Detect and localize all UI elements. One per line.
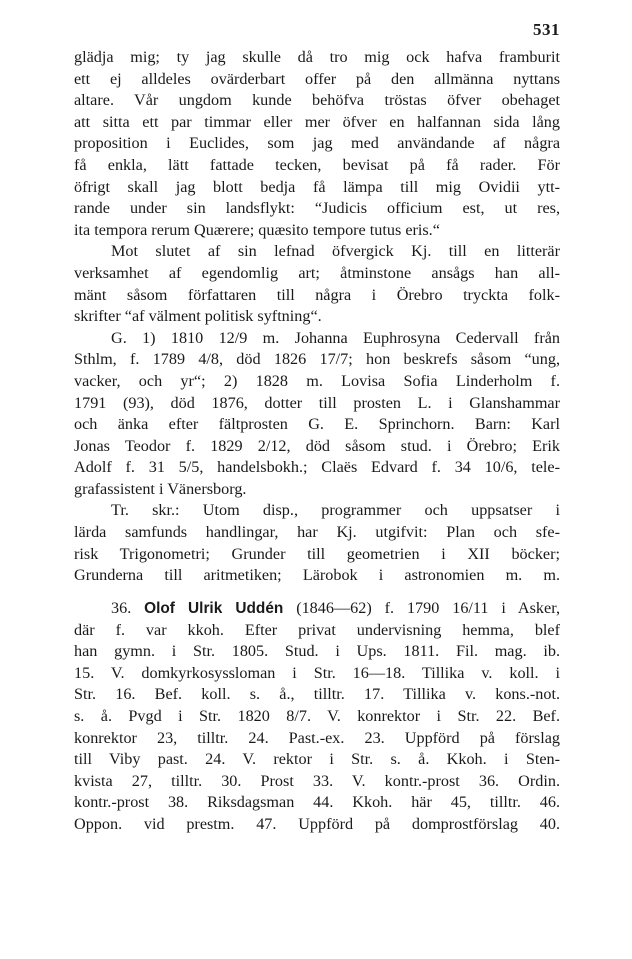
text-line: där f. var kkoh. Efter privat undervisning hemma, blef: [74, 620, 560, 639]
page-number: 531: [533, 20, 560, 39]
text-line: och änka efter fältprosten G. E. Sprinchorn. Barn: Karl: [74, 415, 560, 434]
text-line: öfrigt skall jag blott bedja få lämpa till mig Ovidii ytt-: [74, 177, 560, 196]
text-line: Str. 16. Bef. koll. s. å., tilltr. 17. Tillika v. kons.-not.: [74, 685, 560, 704]
text-line: glädja mig; ty jag skulle då tro mig ock hafva framburit: [74, 48, 560, 66]
text-line: konrektor 23, tilltr. 24. Past.-ex. 23. Uppförd på förslag: [74, 728, 560, 747]
text-line: han gymn. i Str. 1805. Stud. i Ups. 1811. Fil. mag. ib.: [74, 642, 560, 661]
entry-name: Olof Ulrik Uddén: [144, 600, 284, 617]
text-line: kontr.-prost 38. Riksdagsman 44. Kkoh. här 45, tilltr. 46.: [74, 793, 560, 812]
text-line: Grunderna till aritmetiken; Lärobok i astronomien m. m.: [74, 566, 560, 585]
text-line: få enkla, lätt fattade tecken, bevisat på få rader. För: [74, 155, 560, 174]
text-line: rande under sin landsflykt: “Judicis officium est, ut res,: [74, 199, 560, 218]
text-line: mänt såsom författaren till några i Örebro tryckta folk-: [74, 285, 560, 304]
text-line: verksamhet af egendomlig art; åtminstone ansågs han all-: [74, 263, 560, 282]
text-line: altare. Vår ungdom kunde behöfva tröstas öfver obehaget: [74, 91, 560, 110]
text-line: skrifter “af välment politisk syftning“.: [74, 307, 322, 326]
text-line: att sitta ett par timmar eller mer öfver en halfannan sida lång: [74, 112, 560, 131]
text-line: 15. V. domkyrkosyssloman i Str. 16—18. Tillika v. koll. i: [74, 663, 560, 682]
text-line: kvista 27, tilltr. 30. Prost 33. V. kontr.-prost 36. Ordin.: [74, 771, 560, 790]
text-line: Tr. skr.: Utom disp., programmer och uppsatser i: [111, 501, 560, 520]
text-line: lärda samfunds handlingar, har Kj. utgifvit: Plan och sfe-: [74, 523, 560, 542]
entry-heading-line: [74, 598, 560, 620]
text-line: Oppon. vid prestm. 47. Uppförd på domprostförslag 40.: [74, 814, 560, 833]
entry-number: 36.: [111, 599, 132, 617]
text-line: Sthlm, f. 1789 4/8, död 1826 17/7; hon beskrefs såsom “ung,: [74, 350, 560, 369]
text-line: 1791 (93), död 1876, dotter till prosten L. i Glanshammar: [74, 393, 560, 412]
text-line: Adolf f. 31 5/5, handelsbokh.; Claës Edvard f. 34 10/6, tele-: [74, 458, 560, 477]
biography-entry-36: [74, 598, 560, 836]
text-line: grafassistent i Vänersborg.: [74, 479, 247, 498]
text-line: Jonas Teodor f. 1829 2/12, död såsom stud. i Örebro; Erik: [74, 436, 560, 455]
text-line: risk Trigonometri; Grunder till geometrien i XII böcker;: [74, 544, 560, 563]
text-line: ett ej alldeles ovärderbart offer på den allmänna nyttans: [74, 69, 560, 88]
text-line: ita tempora rerum Quærere; quæsito tempore tutus eris.“: [74, 220, 440, 239]
text-line: Mot slutet af sin lefnad öfvergick Kj. till en litterär: [111, 242, 560, 261]
text-line: proposition i Euclides, som jag med användande af några: [74, 134, 560, 153]
text-line: G. 1) 1810 12/9 m. Johanna Euphrosyna Cedervall från: [111, 328, 560, 347]
text-line: till Viby past. 24. V. rektor i Str. s. å. Kkoh. i Sten-: [74, 750, 560, 769]
text-line: s. å. Pvgd i Str. 1820 8/7. V. konrektor i Str. 22. Bef.: [74, 706, 560, 725]
text-line: vacker, och yr“; 2) 1828 m. Lovisa Sofia Linderholm f.: [74, 371, 560, 390]
entry-text: (1846—62) f. 1790 16/11 i Asker,: [283, 599, 560, 617]
biography-continuation: [74, 47, 560, 587]
